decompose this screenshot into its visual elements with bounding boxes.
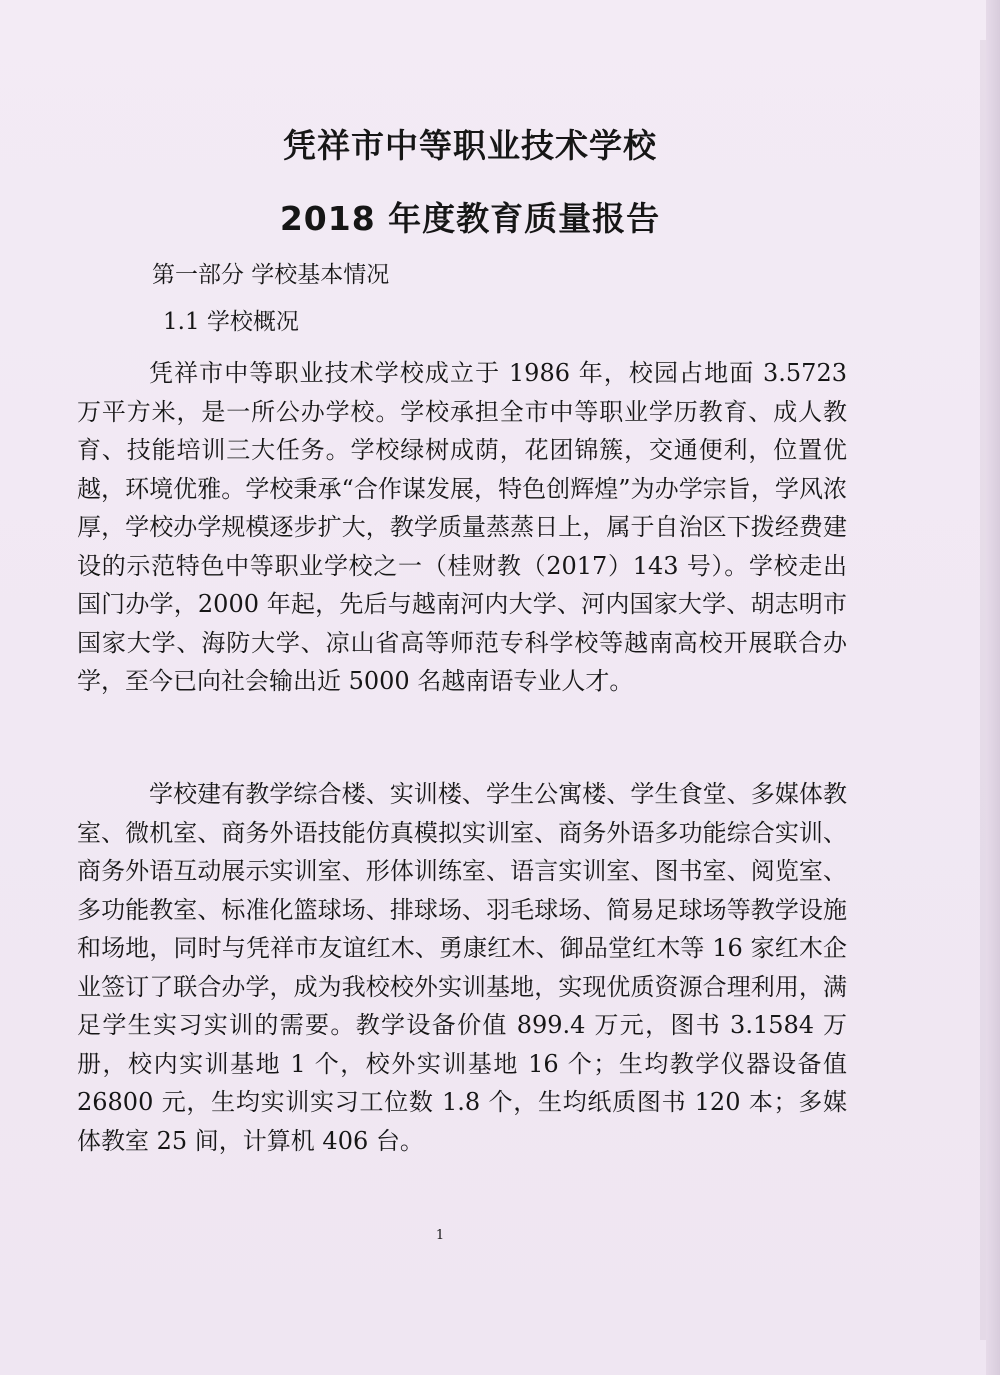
section-heading: 第一部分 学校基本情况: [152, 262, 390, 288]
paragraph-school-overview: 凭祥市中等职业技术学校成立于 1986 年，校园占地面 3.5723 万平方米，是一所公办学校。学校承担全市中等职业学历教育、成人教育、技能培训三大任务。学校绿树成荫，花团锦簇，交通便利，位置优越，环境优雅。学校秉承“合作谋发展，特色创辉煌”为办学宗旨，学风浓厚，学校办学规模逐步扩大，教学质量蒸蒸日上，属于自治区下拨经费建设的示范特色中等职业学校之一（桂财教（2017）143 号）。学校走出国门办学，2000 年起，先后与越南河内大学、河内国家大学、胡志明市国家大学、海防大学、凉山省高等师范专科学校等越南高校开展联合办学，至今已向社会输出近 5000 名越南语专业人才。: [77, 359, 847, 695]
page-number: 1: [435, 1228, 445, 1243]
report-title-line2: 2018 年度教育质量报告: [279, 199, 661, 238]
report-title-line1: 凭祥市中等职业技术学校: [283, 126, 657, 165]
paragraph-facilities: 学校建有教学综合楼、实训楼、学生公寓楼、学生食堂、多媒体教室、微机室、商务外语技能仿真模拟实训室、商务外语多功能综合实训、商务外语互动展示实训室、形体训练室、语言实训室、图书室、阅览室、多功能教室、标准化篮球场、排球场、羽毛球场、简易足球场等教学设施和场地，同时与凭祥市友谊红木、勇康红木、御品堂红木等 16 家红木企业签订了联合办学，成为我校校外实训基地，实现优质资源合理利用，满足学生实习实训的需要。教学设备价值 899.4 万元，图书 3.1584 万册，校内实训基地 1 个，校外实训基地 16 个；生均教学仪器设备值 26800 元，生均实训实习工位数 1.8 个，生均纸质图书 120 本；多媒体教室 25 间，计算机 406 台。: [77, 780, 847, 1155]
page-edge: [986, 0, 1000, 1375]
subsection-heading: 1.1 学校概况: [163, 309, 299, 335]
